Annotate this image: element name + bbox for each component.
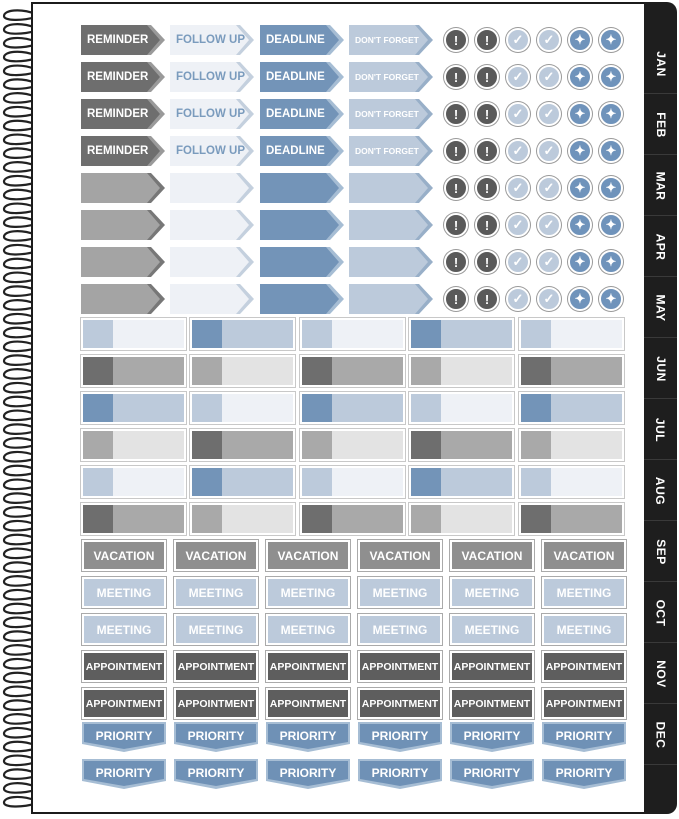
flag-label: DEADLINE bbox=[266, 71, 325, 83]
checkmark-icon[interactable]: ✓ bbox=[506, 102, 530, 126]
blank-flag[interactable] bbox=[170, 173, 254, 203]
event-bar-sticker[interactable] bbox=[409, 318, 514, 350]
event-bar-cap bbox=[521, 431, 551, 459]
month-tab-jul[interactable] bbox=[644, 400, 677, 460]
flag-label: FOLLOW UP bbox=[176, 71, 245, 83]
sticker-label-text: APPOINTMENT bbox=[361, 660, 439, 673]
month-tab-label: MAR bbox=[653, 171, 668, 200]
sticker-label-text: MEETING bbox=[96, 622, 152, 637]
appointment-label[interactable] bbox=[266, 688, 350, 719]
dont-forget-flag[interactable] bbox=[349, 99, 433, 129]
event-bar-sticker[interactable] bbox=[190, 318, 295, 350]
checkmark-icon[interactable]: ✓ bbox=[506, 28, 530, 52]
event-bar-sticker[interactable] bbox=[190, 392, 295, 424]
event-bar-cap bbox=[83, 431, 113, 459]
event-bar-sticker[interactable] bbox=[519, 318, 624, 350]
sticker-label-text: MEETING bbox=[464, 585, 520, 600]
meeting-label[interactable] bbox=[358, 577, 442, 608]
priority-label-text: PRIORITY bbox=[95, 728, 153, 743]
event-bar-sticker[interactable] bbox=[519, 392, 624, 424]
flag-label: REMINDER bbox=[87, 71, 149, 83]
sticker-label-text: APPOINTMENT bbox=[545, 660, 623, 673]
sticker-label-text: MEETING bbox=[188, 622, 244, 637]
month-tab-label: APR bbox=[653, 233, 668, 260]
sticker-label-text: MEETING bbox=[96, 585, 152, 600]
checkmark-icon[interactable]: ✓ bbox=[537, 102, 561, 126]
follow-up-flag[interactable] bbox=[170, 25, 254, 55]
event-bar-cap bbox=[302, 357, 332, 385]
priority-label-text: PRIORITY bbox=[555, 728, 613, 743]
month-tab-sep[interactable] bbox=[644, 522, 677, 582]
dont-forget-flag[interactable] bbox=[349, 62, 433, 92]
appointment-label[interactable] bbox=[542, 651, 626, 682]
sticker-label-text: VACATION bbox=[185, 548, 247, 563]
event-bar-cap bbox=[302, 431, 332, 459]
sticker-label-text: MEETING bbox=[280, 585, 336, 600]
month-tab-jan[interactable] bbox=[644, 34, 677, 94]
month-tab-jun[interactable] bbox=[644, 339, 677, 399]
meeting-label[interactable] bbox=[174, 614, 258, 645]
sticker-label-text: VACATION bbox=[277, 548, 339, 563]
month-tab-label: JUN bbox=[653, 355, 668, 382]
sticker-label-text: APPOINTMENT bbox=[453, 660, 531, 673]
appointment-label[interactable] bbox=[450, 651, 534, 682]
deadline-flag[interactable] bbox=[260, 136, 344, 166]
checkmark-icon[interactable]: ✓ bbox=[537, 176, 561, 200]
event-bar-cap bbox=[192, 357, 222, 385]
event-bar-cap bbox=[411, 357, 441, 385]
priority-label-text: PRIORITY bbox=[371, 728, 429, 743]
appointment-label[interactable] bbox=[358, 688, 442, 719]
exclamation-icon[interactable]: ! bbox=[444, 28, 468, 52]
appointment-label[interactable] bbox=[82, 688, 166, 719]
follow-up-flag[interactable] bbox=[170, 99, 254, 129]
meeting-label[interactable] bbox=[450, 614, 534, 645]
deadline-flag[interactable] bbox=[260, 25, 344, 55]
event-bar-sticker[interactable] bbox=[409, 355, 514, 387]
sticker-label-text: MEETING bbox=[280, 622, 336, 637]
sticker-label-text: VACATION bbox=[553, 548, 615, 563]
sticker-label-text: APPOINTMENT bbox=[361, 697, 439, 710]
sticker-label-text: APPOINTMENT bbox=[177, 697, 255, 710]
event-bar-cap bbox=[411, 394, 441, 422]
appointment-label[interactable] bbox=[450, 688, 534, 719]
priority-label-text: PRIORITY bbox=[463, 728, 521, 743]
party-popper-icon[interactable]: ✦ bbox=[568, 139, 592, 163]
month-tab-feb[interactable] bbox=[644, 95, 677, 155]
priority-label-text: PRIORITY bbox=[279, 728, 337, 743]
blank-flag[interactable] bbox=[260, 247, 344, 277]
meeting-label[interactable] bbox=[542, 577, 626, 608]
month-tab-mar[interactable] bbox=[644, 156, 677, 216]
blank-flag[interactable] bbox=[81, 210, 165, 240]
checkmark-icon[interactable]: ✓ bbox=[537, 139, 561, 163]
blank-flag[interactable] bbox=[170, 284, 254, 314]
month-tab-label: OCT bbox=[653, 599, 668, 626]
event-bar-cap bbox=[521, 468, 551, 496]
party-popper-icon[interactable]: ✦ bbox=[599, 28, 623, 52]
event-bar-sticker[interactable] bbox=[300, 466, 405, 498]
priority-banner[interactable] bbox=[450, 722, 534, 752]
month-tab-oct[interactable] bbox=[644, 583, 677, 643]
month-tab-may[interactable] bbox=[644, 278, 677, 338]
vacation-label[interactable] bbox=[266, 540, 350, 571]
party-popper-icon[interactable]: ✦ bbox=[568, 102, 592, 126]
event-bar-sticker[interactable] bbox=[300, 355, 405, 387]
blank-flag[interactable] bbox=[349, 210, 433, 240]
event-bar-sticker[interactable] bbox=[81, 392, 186, 424]
blank-flag[interactable] bbox=[81, 284, 165, 314]
month-tab-label: NOV bbox=[653, 659, 668, 688]
meeting-label[interactable] bbox=[450, 577, 534, 608]
blank-flag[interactable] bbox=[170, 247, 254, 277]
month-tab-apr[interactable] bbox=[644, 217, 677, 277]
event-bar-cap bbox=[411, 468, 441, 496]
sticker-label-text: APPOINTMENT bbox=[85, 660, 163, 673]
appointment-label[interactable] bbox=[174, 688, 258, 719]
month-tab-dec[interactable] bbox=[644, 705, 677, 765]
checkmark-icon[interactable]: ✓ bbox=[537, 65, 561, 89]
reminder-flag[interactable] bbox=[81, 99, 165, 129]
flag-label: REMINDER bbox=[87, 145, 149, 157]
event-bar-sticker[interactable] bbox=[190, 503, 295, 535]
priority-banner[interactable] bbox=[542, 759, 626, 789]
exclamation-icon[interactable]: ! bbox=[444, 213, 468, 237]
event-bar-sticker[interactable] bbox=[81, 318, 186, 350]
event-bar-cap bbox=[302, 505, 332, 533]
flag-label: DEADLINE bbox=[266, 145, 325, 157]
event-bar-cap bbox=[192, 468, 222, 496]
exclamation-icon[interactable]: ! bbox=[475, 176, 499, 200]
party-popper-icon[interactable]: ✦ bbox=[599, 102, 623, 126]
dont-forget-flag[interactable] bbox=[349, 25, 433, 55]
sticker-label-text: VACATION bbox=[461, 548, 523, 563]
exclamation-icon[interactable]: ! bbox=[475, 102, 499, 126]
deadline-flag[interactable] bbox=[260, 99, 344, 129]
exclamation-icon[interactable]: ! bbox=[444, 139, 468, 163]
party-popper-icon[interactable]: ✦ bbox=[599, 176, 623, 200]
party-popper-icon[interactable]: ✦ bbox=[599, 65, 623, 89]
exclamation-icon[interactable]: ! bbox=[444, 65, 468, 89]
month-tab-label: SEP bbox=[653, 538, 668, 565]
event-bar-cap bbox=[521, 505, 551, 533]
priority-banner[interactable] bbox=[174, 722, 258, 752]
checkmark-icon[interactable]: ✓ bbox=[506, 65, 530, 89]
event-bar-cap bbox=[521, 394, 551, 422]
priority-banner[interactable] bbox=[450, 759, 534, 789]
sticker-label-text: VACATION bbox=[369, 548, 431, 563]
meeting-label[interactable] bbox=[358, 614, 442, 645]
priority-label-text: PRIORITY bbox=[187, 765, 245, 780]
follow-up-flag[interactable] bbox=[170, 62, 254, 92]
party-popper-icon[interactable]: ✦ bbox=[568, 28, 592, 52]
flag-label: DON'T FORGET bbox=[355, 72, 419, 82]
month-tab-label: JAN bbox=[653, 50, 668, 77]
event-bar-cap bbox=[302, 394, 332, 422]
priority-banner[interactable] bbox=[358, 759, 442, 789]
event-bar-sticker[interactable] bbox=[190, 466, 295, 498]
event-bar-cap bbox=[411, 505, 441, 533]
deadline-flag[interactable] bbox=[260, 62, 344, 92]
sticker-label-text: APPOINTMENT bbox=[453, 697, 531, 710]
reminder-flag[interactable] bbox=[81, 62, 165, 92]
appointment-label[interactable] bbox=[358, 651, 442, 682]
meeting-label[interactable] bbox=[266, 614, 350, 645]
month-tab-label: FEB bbox=[653, 111, 668, 138]
event-bar-sticker[interactable] bbox=[409, 466, 514, 498]
sticker-label-text: APPOINTMENT bbox=[269, 660, 347, 673]
appointment-label[interactable] bbox=[174, 651, 258, 682]
priority-banner[interactable] bbox=[82, 759, 166, 789]
exclamation-icon[interactable]: ! bbox=[475, 28, 499, 52]
exclamation-icon[interactable]: ! bbox=[475, 213, 499, 237]
checkmark-icon[interactable]: ✓ bbox=[537, 28, 561, 52]
checkmark-icon[interactable]: ✓ bbox=[506, 287, 530, 311]
appointment-label[interactable] bbox=[266, 651, 350, 682]
follow-up-flag[interactable] bbox=[170, 136, 254, 166]
priority-banner[interactable] bbox=[266, 759, 350, 789]
blank-flag[interactable] bbox=[349, 284, 433, 314]
month-tab-label: DEC bbox=[653, 721, 668, 748]
vacation-label[interactable] bbox=[82, 540, 166, 571]
flag-label: FOLLOW UP bbox=[176, 108, 245, 120]
meeting-label[interactable] bbox=[542, 614, 626, 645]
event-bar-sticker[interactable] bbox=[81, 355, 186, 387]
event-bar-sticker[interactable] bbox=[519, 466, 624, 498]
event-bar-sticker[interactable] bbox=[519, 355, 624, 387]
reminder-flag[interactable] bbox=[81, 25, 165, 55]
event-bar-cap bbox=[302, 468, 332, 496]
checkmark-icon[interactable]: ✓ bbox=[506, 139, 530, 163]
event-bar-cap bbox=[521, 357, 551, 385]
priority-banner[interactable] bbox=[174, 759, 258, 789]
priority-label-text: PRIORITY bbox=[279, 765, 337, 780]
event-bar-cap bbox=[83, 505, 113, 533]
event-bar-cap bbox=[411, 431, 441, 459]
event-bar-sticker[interactable] bbox=[409, 392, 514, 424]
dont-forget-flag[interactable] bbox=[349, 136, 433, 166]
party-popper-icon[interactable]: ✦ bbox=[568, 213, 592, 237]
priority-banner[interactable] bbox=[358, 722, 442, 752]
sticker-label-text: APPOINTMENT bbox=[545, 697, 623, 710]
event-bar-sticker[interactable] bbox=[300, 392, 405, 424]
event-bar-sticker[interactable] bbox=[81, 503, 186, 535]
priority-label-text: PRIORITY bbox=[187, 728, 245, 743]
month-tab-aug[interactable] bbox=[644, 461, 677, 521]
event-bar-cap bbox=[83, 394, 113, 422]
blank-flag[interactable] bbox=[349, 173, 433, 203]
flag-label: REMINDER bbox=[87, 108, 149, 120]
event-bar-cap bbox=[192, 320, 222, 348]
checkmark-icon[interactable]: ✓ bbox=[506, 176, 530, 200]
vacation-label[interactable] bbox=[450, 540, 534, 571]
priority-banner[interactable] bbox=[542, 722, 626, 752]
event-bar-sticker[interactable] bbox=[519, 503, 624, 535]
event-bar-sticker[interactable] bbox=[190, 355, 295, 387]
party-popper-icon[interactable]: ✦ bbox=[568, 176, 592, 200]
party-popper-icon[interactable]: ✦ bbox=[599, 139, 623, 163]
checkmark-icon[interactable]: ✓ bbox=[506, 250, 530, 274]
checkmark-icon[interactable]: ✓ bbox=[506, 213, 530, 237]
event-bar-cap bbox=[192, 505, 222, 533]
blank-flag[interactable] bbox=[260, 284, 344, 314]
event-bar-cap bbox=[83, 320, 113, 348]
event-bar-sticker[interactable] bbox=[300, 503, 405, 535]
event-bar-sticker[interactable] bbox=[409, 503, 514, 535]
checkmark-icon[interactable]: ✓ bbox=[537, 250, 561, 274]
event-bar-sticker[interactable] bbox=[190, 429, 295, 461]
party-popper-icon[interactable]: ✦ bbox=[599, 250, 623, 274]
party-popper-icon[interactable]: ✦ bbox=[599, 213, 623, 237]
blank-flag[interactable] bbox=[81, 173, 165, 203]
flag-label: DEADLINE bbox=[266, 108, 325, 120]
blank-flag[interactable] bbox=[260, 173, 344, 203]
vacation-label[interactable] bbox=[542, 540, 626, 571]
priority-label-text: PRIORITY bbox=[555, 765, 613, 780]
appointment-label[interactable] bbox=[82, 651, 166, 682]
party-popper-icon[interactable]: ✦ bbox=[568, 250, 592, 274]
priority-label-text: PRIORITY bbox=[371, 765, 429, 780]
party-popper-icon[interactable]: ✦ bbox=[568, 65, 592, 89]
month-tab-nov[interactable] bbox=[644, 644, 677, 704]
meeting-label[interactable] bbox=[82, 577, 166, 608]
event-bar-sticker[interactable] bbox=[409, 429, 514, 461]
sticker-label-text: APPOINTMENT bbox=[177, 660, 255, 673]
vacation-label[interactable] bbox=[358, 540, 442, 571]
exclamation-icon[interactable]: ! bbox=[444, 250, 468, 274]
event-bar-cap bbox=[83, 468, 113, 496]
priority-banner[interactable] bbox=[266, 722, 350, 752]
event-bar-sticker[interactable] bbox=[300, 429, 405, 461]
event-bar-cap bbox=[521, 320, 551, 348]
priority-banner[interactable] bbox=[82, 722, 166, 752]
sticker-label-text: MEETING bbox=[372, 585, 428, 600]
checkmark-icon[interactable]: ✓ bbox=[537, 213, 561, 237]
event-bar-cap bbox=[302, 320, 332, 348]
sticker-label-text: MEETING bbox=[556, 585, 612, 600]
flag-label: FOLLOW UP bbox=[176, 34, 245, 46]
event-bar-sticker[interactable] bbox=[519, 429, 624, 461]
sticker-label-text: APPOINTMENT bbox=[269, 697, 347, 710]
month-tabs bbox=[644, 2, 677, 814]
exclamation-icon[interactable]: ! bbox=[475, 139, 499, 163]
exclamation-icon[interactable]: ! bbox=[444, 102, 468, 126]
sticker-label-text: APPOINTMENT bbox=[85, 697, 163, 710]
party-popper-icon[interactable]: ✦ bbox=[599, 287, 623, 311]
event-bar-sticker[interactable] bbox=[300, 318, 405, 350]
month-tab-label: AUG bbox=[653, 476, 668, 505]
party-popper-icon[interactable]: ✦ bbox=[568, 287, 592, 311]
meeting-label[interactable] bbox=[174, 577, 258, 608]
flag-label: DEADLINE bbox=[266, 34, 325, 46]
blank-flag[interactable] bbox=[260, 210, 344, 240]
exclamation-icon[interactable]: ! bbox=[475, 65, 499, 89]
exclamation-icon[interactable]: ! bbox=[475, 250, 499, 274]
blank-flag[interactable] bbox=[170, 210, 254, 240]
flag-label: FOLLOW UP bbox=[176, 145, 245, 157]
checkmark-icon[interactable]: ✓ bbox=[537, 287, 561, 311]
event-bar-cap bbox=[192, 431, 222, 459]
priority-label-text: PRIORITY bbox=[463, 765, 521, 780]
flag-label: DON'T FORGET bbox=[355, 35, 419, 45]
event-bar-cap bbox=[192, 394, 222, 422]
blank-flag[interactable] bbox=[81, 247, 165, 277]
sticker-label-text: MEETING bbox=[556, 622, 612, 637]
blank-flag[interactable] bbox=[349, 247, 433, 277]
flag-label: DON'T FORGET bbox=[355, 109, 419, 119]
vacation-label[interactable] bbox=[174, 540, 258, 571]
event-bar-cap bbox=[83, 357, 113, 385]
priority-label-text: PRIORITY bbox=[95, 765, 153, 780]
sticker-label-text: VACATION bbox=[93, 548, 155, 563]
appointment-label[interactable] bbox=[542, 688, 626, 719]
flag-label: REMINDER bbox=[87, 34, 149, 46]
reminder-flag[interactable] bbox=[81, 136, 165, 166]
event-bar-sticker[interactable] bbox=[81, 466, 186, 498]
exclamation-icon[interactable]: ! bbox=[444, 176, 468, 200]
sticker-label-text: MEETING bbox=[372, 622, 428, 637]
exclamation-icon[interactable]: ! bbox=[444, 287, 468, 311]
month-tab-label: MAY bbox=[653, 293, 668, 322]
flag-label: DON'T FORGET bbox=[355, 146, 419, 156]
month-tab-label: JUL bbox=[653, 417, 668, 442]
exclamation-icon[interactable]: ! bbox=[475, 287, 499, 311]
sticker-label-text: MEETING bbox=[188, 585, 244, 600]
meeting-label[interactable] bbox=[266, 577, 350, 608]
meeting-label[interactable] bbox=[82, 614, 166, 645]
event-bar-cap bbox=[411, 320, 441, 348]
event-bar-sticker[interactable] bbox=[81, 429, 186, 461]
sticker-label-text: MEETING bbox=[464, 622, 520, 637]
